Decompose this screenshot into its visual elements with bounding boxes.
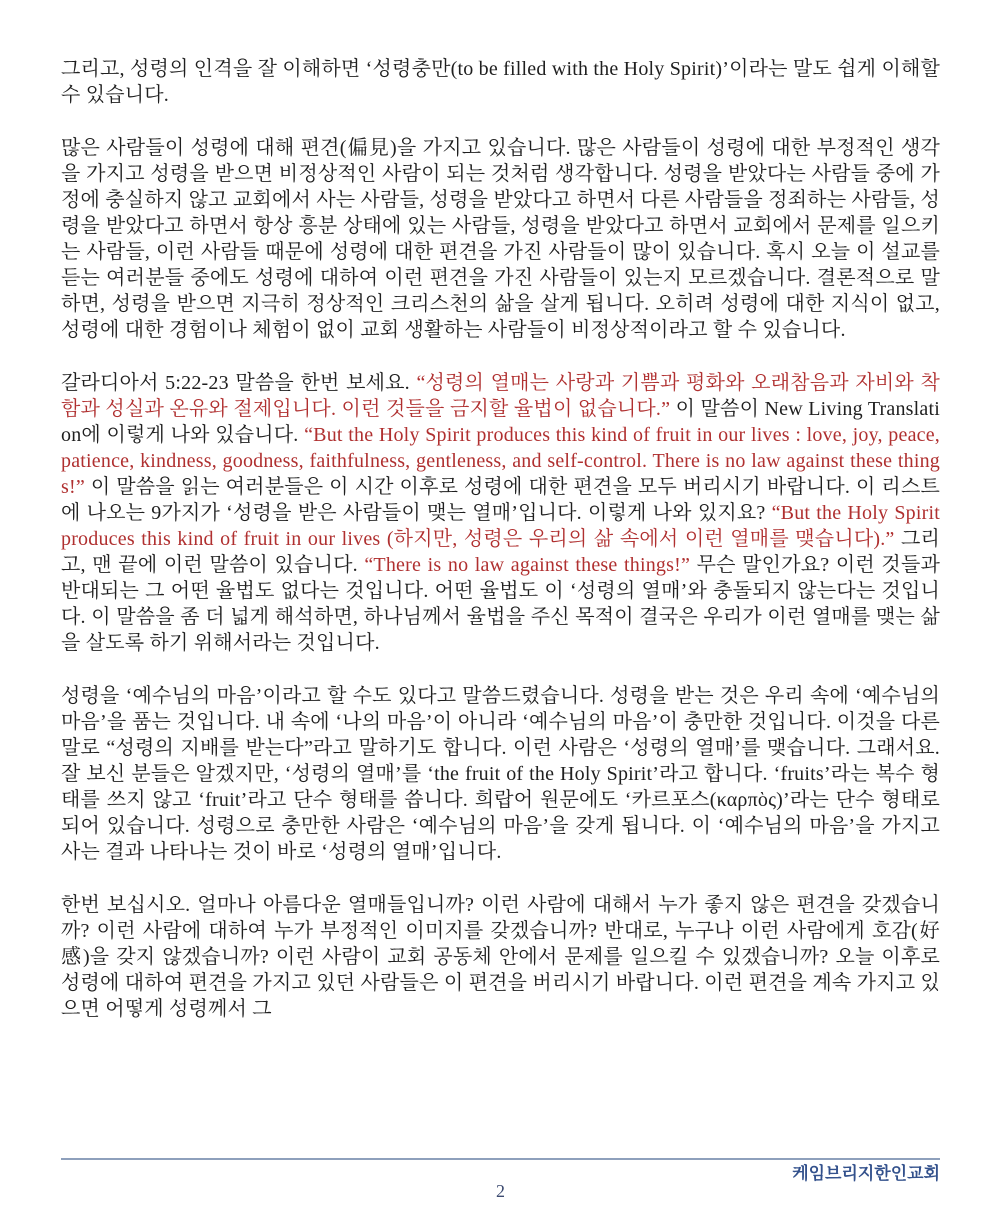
paragraph-5 (61, 892, 940, 1022)
scripture-quote-run: “성령의 열매는 사랑과 기쁨과 평화와 오래참음과 자비와 착함과 성실과 온유와 절제입니다. 이런 것들을 금지할 율법이 없습니다.” (61, 372, 940, 420)
text-run: 갈라디아서 5:22-23 말씀을 한번 보세요. (61, 372, 417, 394)
paragraph-4 (61, 683, 940, 865)
text-run: 성령을 ‘예수님의 마음’이라고 할 수도 있다고 말씀드렸습니다. 성령을 받는 것은 우리 속에 ‘예수님의 마음’을 품는 것입니다. 내 속에 ‘나의 마음’이 아니라 ‘예수님의 마음’이 충만한 것입니다. 이것을 다른 말로 “성령의 지배를 받는다”라고 말하기도 합니다. 이런 사람은 ‘성령의 열매’를 맺습니다. 그래서요. 잘 보신 분들은 알겠지만, ‘성령의 열매’를 ‘the fruit of the Holy Spirit’라고 합니다. ‘fruits’라는 복수 형태를 쓰지 않고 ‘fruit’라고 단수 형태를 씁니다. 희랍어 원문에도 ‘카르포스(καρπὸς)’라는 단수 형태로 되어 있습니다. 성령으로 충만한 사람은 ‘예수님의 마음’을 갖게 됩니다. 이 ‘예수님의 마음’을 가지고 사는 결과 나타나는 것이 바로 ‘성령의 열매’입니다. (61, 685, 940, 863)
text-run: 한번 보십시오. 얼마나 아름다운 열매들입니까? 이런 사람에 대해서 누가 좋지 않은 편견을 갖겠습니까? 이런 사람에 대하여 누가 부정적인 이미지를 갖겠습니까? 반대로, 누구나 이런 사람에게 호감(好感)을 갖지 않겠습니까? 이런 사람이 교회 공동체 안에서 문제를 일으킬 수 있겠습니까? 오늘 이후로 성령에 대하여 편견을 가지고 있던 사람들은 이 편견을 버리시기 바랍니다. 이런 편견을 계속 가지고 있으면 어떻게 성령께서 그 (61, 894, 940, 1020)
text-run: 그리고, 맨 끝에 이런 말씀이 있습니다. (61, 528, 940, 576)
text-run: 이 말씀이 New Living Translation에 이렇게 나와 있습니다. (61, 398, 940, 446)
church-name: 케임브리지한인교회 (792, 1164, 940, 1183)
text-run: 무슨 말인가요? 이런 것들과 반대되는 그 어떤 율법도 없다는 것입니다. 어떤 율법도 이 ‘성령의 열매’와 충돌되지 않는다는 것입니다. 이 말씀을 좀 더 넓게 해석하면, 하나님께서 율법을 주신 목적이 결국은 우리가 이런 열매를 맺는 삶을 살도록 하기 위해서라는 것입니다. (61, 554, 940, 654)
paragraph-1 (61, 56, 940, 108)
page-footer (61, 1158, 940, 1201)
scripture-quote-run: “But the Holy Spirit produces this kind of fruit in our lives (하지만, 성령은 우리의 삶 속에서 이런 열매를 맺습니다).” (61, 502, 940, 550)
document-body (61, 56, 940, 1156)
paragraph-3 (61, 370, 940, 656)
scripture-quote-run: “There is no law against these things!” (364, 554, 691, 576)
page-number: 2 (496, 1181, 505, 1201)
text-run: 많은 사람들이 성령에 대해 편견(偏見)을 가지고 있습니다. 많은 사람들이 성령에 대한 부정적인 생각을 가지고 성령을 받으면 비정상적인 사람이 되는 것처럼 생각합니다. 성령을 받았다는 사람들 중에 가정에 충실하지 않고 교회에서 사는 사람들, 성령을 받았다고 하면서 다른 사람들을 정죄하는 사람들, 성령을 받았다고 하면서 항상 흥분 상태에 있는 사람들, 성령을 받았다고 하면서 교회에서 문제를 일으키는 사람들, 이런 사람들 때문에 성령에 대한 편견을 가진 사람들이 많이 있습니다. 혹시 오늘 이 설교를 듣는 여러분들 중에도 성령에 대하여 이런 편견을 가진 사람들이 있는지 모르겠습니다. 결론적으로 말하면, 성령을 받으면 지극히 정상적인 크리스천의 삶을 살게 됩니다. 오히려 성령에 대한 지식이 없고, 성령에 대한 경험이나 체험이 없이 교회 생활하는 사람들이 비정상적이라고 할 수 있습니다. (61, 137, 940, 341)
paragraph-2 (61, 135, 940, 343)
text-run: 그리고, 성령의 인격을 잘 이해하면 ‘성령충만(to be filled with the Holy Spirit)’이라는 말도 쉽게 이해할 수 있습니다. (61, 58, 940, 106)
footer-divider (61, 1158, 940, 1160)
scripture-quote-run: “But the Holy Spirit produces this kind of fruit in our lives : love, joy, peace, patience, kindness, goodness, faithfulness, gentleness, and self-control. There is no law against these things!” (61, 424, 940, 498)
text-run: 이 말씀을 읽는 여러분들은 이 시간 이후로 성령에 대한 편견을 모두 버리시기 바랍니다. 이 리스트에 나오는 9가지가 ‘성령을 받은 사람들이 맺는 열매’입니다. 이렇게 나와 있지요? (61, 476, 940, 524)
